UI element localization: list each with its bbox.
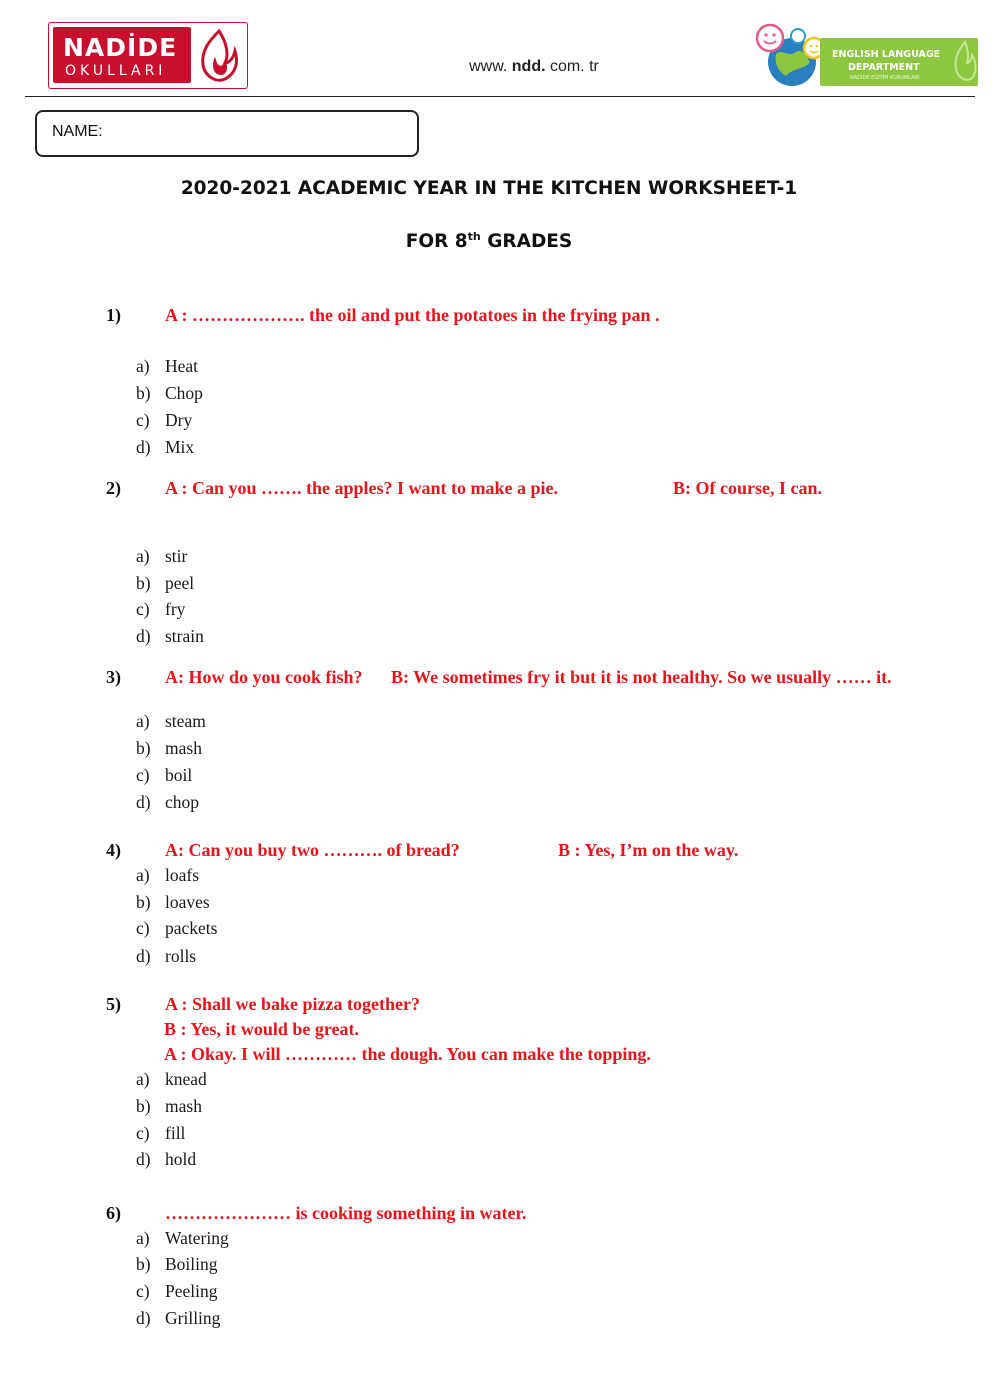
- option-text: knead: [165, 1069, 207, 1089]
- option-text: peel: [165, 573, 195, 593]
- question-5-text-b: B : Yes, it would be great.: [164, 1019, 359, 1039]
- question-1-option-d[interactable]: [136, 437, 194, 458]
- option-text: Heat: [165, 356, 199, 376]
- logo-brand-text: NADİDE: [63, 33, 178, 62]
- option-text: packets: [165, 918, 218, 938]
- option-text: steam: [165, 711, 206, 731]
- question-2-text-b: B: Of course, I can.: [673, 478, 822, 498]
- option-letter: a): [136, 1069, 150, 1089]
- question-5-text-c: A : Okay. I will ………… the dough. You can make the topping.: [164, 1044, 651, 1064]
- dept-line2: DEPARTMENT: [848, 62, 920, 73]
- english-department-logo: [752, 18, 980, 90]
- option-letter: a): [136, 546, 150, 566]
- question-6-option-b[interactable]: [136, 1254, 218, 1275]
- option-text: fry: [165, 599, 186, 619]
- option-text: Boiling: [165, 1254, 218, 1274]
- worksheet-subtitle: [0, 230, 978, 252]
- option-letter: c): [136, 410, 150, 430]
- question-5-option-b[interactable]: [136, 1096, 202, 1117]
- question-6-option-a[interactable]: [136, 1228, 229, 1249]
- option-text: hold: [165, 1149, 197, 1169]
- option-text: Watering: [165, 1228, 229, 1248]
- question-3-option-a[interactable]: [136, 711, 206, 732]
- question-4-option-b[interactable]: [136, 892, 210, 913]
- dept-line3: NADİDE EĞİTİM KURUMLARI: [850, 75, 920, 81]
- question-4-text-b: B : Yes, I’m on the way.: [558, 840, 739, 860]
- question-2-option-b[interactable]: [136, 573, 194, 594]
- question-5-option-c[interactable]: [136, 1123, 185, 1144]
- option-letter: b): [136, 738, 151, 758]
- option-text: Grilling: [165, 1308, 221, 1328]
- question-1-option-a[interactable]: [136, 356, 198, 377]
- option-text: chop: [165, 792, 200, 812]
- question-3-text-a: A: How do you cook fish?: [165, 667, 363, 687]
- option-letter: b): [136, 383, 151, 403]
- question-4-number: 4): [106, 840, 121, 860]
- question-2-text-a: A : Can you ……. the apples? I want to make a pie.: [165, 478, 559, 498]
- question-6-number: 6): [106, 1203, 121, 1223]
- question-4-text-a: A: Can you buy two ………. of bread?: [165, 840, 460, 860]
- subtitle-pre: FOR 8: [405, 231, 468, 253]
- question-3-text-b: B: We sometimes fry it but it is not healthy. So we usually …… it.: [391, 667, 892, 687]
- question-3-option-c[interactable]: [136, 765, 192, 786]
- option-letter: a): [136, 356, 150, 376]
- question-6-text: ………………… is cooking something in water.: [165, 1203, 527, 1223]
- question-2-number: 2): [106, 478, 121, 498]
- worksheet-title: 2020-2021 ACADEMIC YEAR IN THE KITCHEN WORKSHEET-1: [180, 178, 798, 199]
- option-letter: c): [136, 599, 150, 619]
- option-text: mash: [165, 1096, 202, 1116]
- option-letter: d): [136, 437, 151, 457]
- option-letter: d): [136, 946, 151, 966]
- option-letter: b): [136, 1254, 151, 1274]
- option-letter: a): [136, 865, 150, 885]
- question-4-option-c[interactable]: [136, 918, 217, 939]
- question-3-option-b[interactable]: [136, 738, 202, 759]
- question-2-option-c[interactable]: [136, 599, 185, 620]
- question-5-option-d[interactable]: [136, 1149, 196, 1170]
- header-divider: [25, 96, 975, 97]
- name-field[interactable]: [35, 110, 419, 157]
- logo-sub-text: OKULLARI: [65, 63, 167, 79]
- question-1-option-c[interactable]: [136, 410, 192, 431]
- website-post: com. tr: [545, 58, 599, 75]
- nadide-logo: [48, 22, 248, 89]
- option-text: loafs: [165, 865, 200, 885]
- option-letter: d): [136, 1149, 151, 1169]
- option-text: fill: [165, 1123, 186, 1143]
- option-letter: c): [136, 765, 150, 785]
- question-1-number: 1): [106, 305, 121, 325]
- subtitle-sup: th: [467, 230, 481, 243]
- option-text: mash: [165, 738, 202, 758]
- option-text: strain: [165, 626, 204, 646]
- option-text: rolls: [165, 946, 197, 966]
- question-5-option-a[interactable]: [136, 1069, 207, 1090]
- option-text: Chop: [165, 383, 203, 403]
- option-letter: d): [136, 1308, 151, 1328]
- question-5-text-a: A : Shall we bake pizza together?: [165, 994, 420, 1014]
- website-pre: www.: [469, 58, 512, 75]
- name-label: NAME:: [52, 123, 103, 140]
- question-3-option-d[interactable]: [136, 792, 199, 813]
- flame-outline-icon: [952, 39, 978, 85]
- question-6-option-d[interactable]: [136, 1308, 220, 1329]
- option-text: Dry: [165, 410, 193, 430]
- option-letter: a): [136, 711, 150, 731]
- option-letter: b): [136, 1096, 151, 1116]
- question-3-number: 3): [106, 667, 121, 687]
- option-text: Peeling: [165, 1281, 218, 1301]
- question-4-option-d[interactable]: [136, 946, 196, 967]
- option-letter: d): [136, 792, 151, 812]
- option-text: Mix: [165, 437, 195, 457]
- option-letter: c): [136, 1281, 150, 1301]
- question-1-text: A : ………………. the oil and put the potatoes in the frying pan .: [165, 305, 660, 325]
- question-2-option-a[interactable]: [136, 546, 187, 567]
- option-letter: c): [136, 1123, 150, 1143]
- option-text: stir: [165, 546, 188, 566]
- question-1-option-b[interactable]: [136, 383, 203, 404]
- flame-icon: [195, 27, 243, 85]
- option-letter: a): [136, 1228, 150, 1248]
- subtitle-post: GRADES: [480, 231, 573, 253]
- question-4-option-a[interactable]: [136, 865, 199, 886]
- option-text: boil: [165, 765, 193, 785]
- option-letter: b): [136, 573, 151, 593]
- dept-line1: ENGLISH LANGUAGE: [832, 49, 941, 60]
- option-letter: c): [136, 918, 150, 938]
- option-letter: d): [136, 626, 151, 646]
- question-2-option-d[interactable]: [136, 626, 204, 647]
- option-letter: b): [136, 892, 151, 912]
- option-text: loaves: [165, 892, 210, 912]
- question-5-number: 5): [106, 994, 121, 1014]
- question-6-option-c[interactable]: [136, 1281, 218, 1302]
- website-bold: ndd.: [511, 58, 546, 75]
